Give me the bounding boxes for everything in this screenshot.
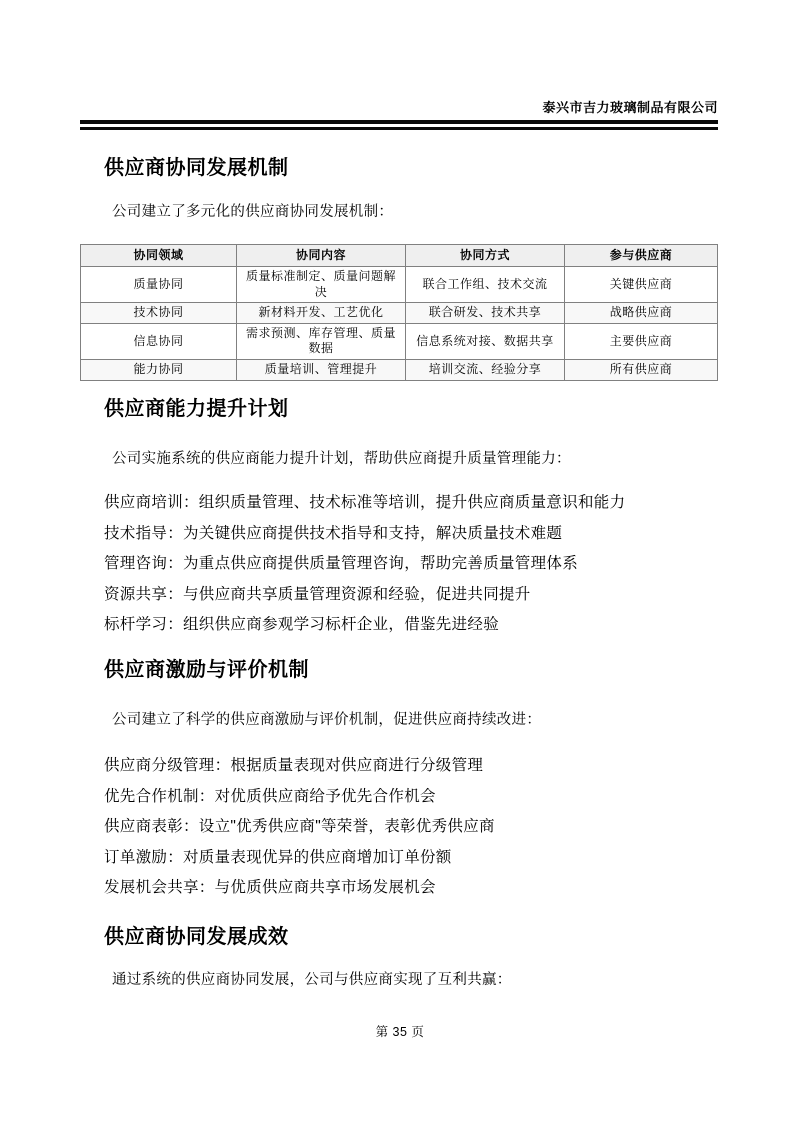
intro-incentive-evaluation: 公司建立了科学的供应商激励与评价机制，促进供应商持续改进： [112, 712, 542, 728]
list-item: 技术指导：为关键供应商提供技术指导和支持，解决质量技术难题 [104, 524, 563, 542]
table-row-quality [81, 267, 718, 303]
table-cell: 联合工作组、技术交流 [406, 267, 565, 303]
page-footer [0, 1022, 800, 1040]
table-cell: 质量协同 [81, 267, 237, 303]
table-cell: 信息协同 [81, 323, 237, 359]
table-cell: 质量培训、管理提升 [237, 359, 406, 380]
table-cell: 培训交流、经验分享 [406, 359, 565, 380]
intro-collaboration-mechanism: 公司建立了多元化的供应商协同发展机制： [112, 204, 394, 220]
incentive-evaluation-items [104, 757, 495, 910]
collaboration-table [80, 244, 718, 381]
column-header-suppliers: 参与供应商 [565, 245, 718, 267]
table-cell: 新材料开发、工艺优化 [237, 303, 406, 324]
table-row-capability [81, 359, 718, 380]
list-item: 发展机会共享：与优质供应商共享市场发展机会 [104, 879, 436, 896]
table-header-row [81, 245, 718, 267]
column-header-field: 协同领域 [81, 245, 237, 267]
list-item: 订单激励：对质量表现优异的供应商增加订单份额 [104, 848, 452, 866]
table-cell: 主要供应商 [565, 323, 718, 359]
list-item: 供应商表彰：设立"优秀供应商"等荣誉，表彰优秀供应商 [104, 818, 495, 835]
page-number: 第 35 页 [375, 1025, 425, 1039]
list-item: 标杆学习：组织供应商参观学习标杆企业，借鉴先进经验 [104, 616, 500, 633]
list-item: 优先合作机制：对优质供应商给予优先合作机会 [104, 787, 436, 805]
column-header-method: 协同方式 [406, 245, 565, 267]
table-cell: 战略供应商 [565, 303, 718, 324]
table-cell: 需求预测、库存管理、质量数据 [237, 323, 406, 359]
table-cell: 技术协同 [81, 303, 237, 324]
section-heading-collaboration-results: 供应商协同发展成效 [104, 926, 289, 948]
table-cell: 关键供应商 [565, 267, 718, 303]
company-name: 泰兴市吉力玻璃制品有限公司 [542, 100, 718, 115]
table-row-information [81, 323, 718, 359]
table-cell: 联合研发、技术共享 [406, 303, 565, 324]
intro-collaboration-results: 通过系统的供应商协同发展，公司与供应商实现了互利共赢： [112, 972, 512, 988]
list-item: 供应商培训：组织质量管理、技术标准等培训，提升供应商质量意识和能力 [104, 494, 626, 511]
list-item: 供应商分级管理：根据质量表现对供应商进行分级管理 [104, 757, 484, 774]
table-cell: 信息系统对接、数据共享 [406, 323, 565, 359]
column-header-content: 协同内容 [237, 245, 406, 267]
list-item: 资源共享：与供应商共享质量管理资源和经验，促进共同提升 [104, 585, 531, 603]
section-heading-capability-plan: 供应商能力提升计划 [104, 398, 289, 420]
intro-capability-plan: 公司实施系统的供应商能力提升计划，帮助供应商提升质量管理能力： [112, 451, 571, 467]
table-row-technology [81, 303, 718, 324]
section-heading-incentive-evaluation: 供应商激励与评价机制 [104, 659, 309, 681]
section-heading-collaboration-mechanism: 供应商协同发展机制 [104, 157, 289, 179]
capability-plan-items [104, 494, 625, 647]
list-item: 管理咨询：为重点供应商提供质量管理咨询，帮助完善质量管理体系 [104, 555, 579, 572]
table-cell: 质量标准制定、质量问题解决 [237, 267, 406, 303]
header-rule-thick [80, 120, 718, 124]
table-cell: 能力协同 [81, 359, 237, 380]
table-cell: 所有供应商 [565, 359, 718, 380]
header-rule-thin [80, 127, 718, 130]
page-header [80, 97, 718, 130]
